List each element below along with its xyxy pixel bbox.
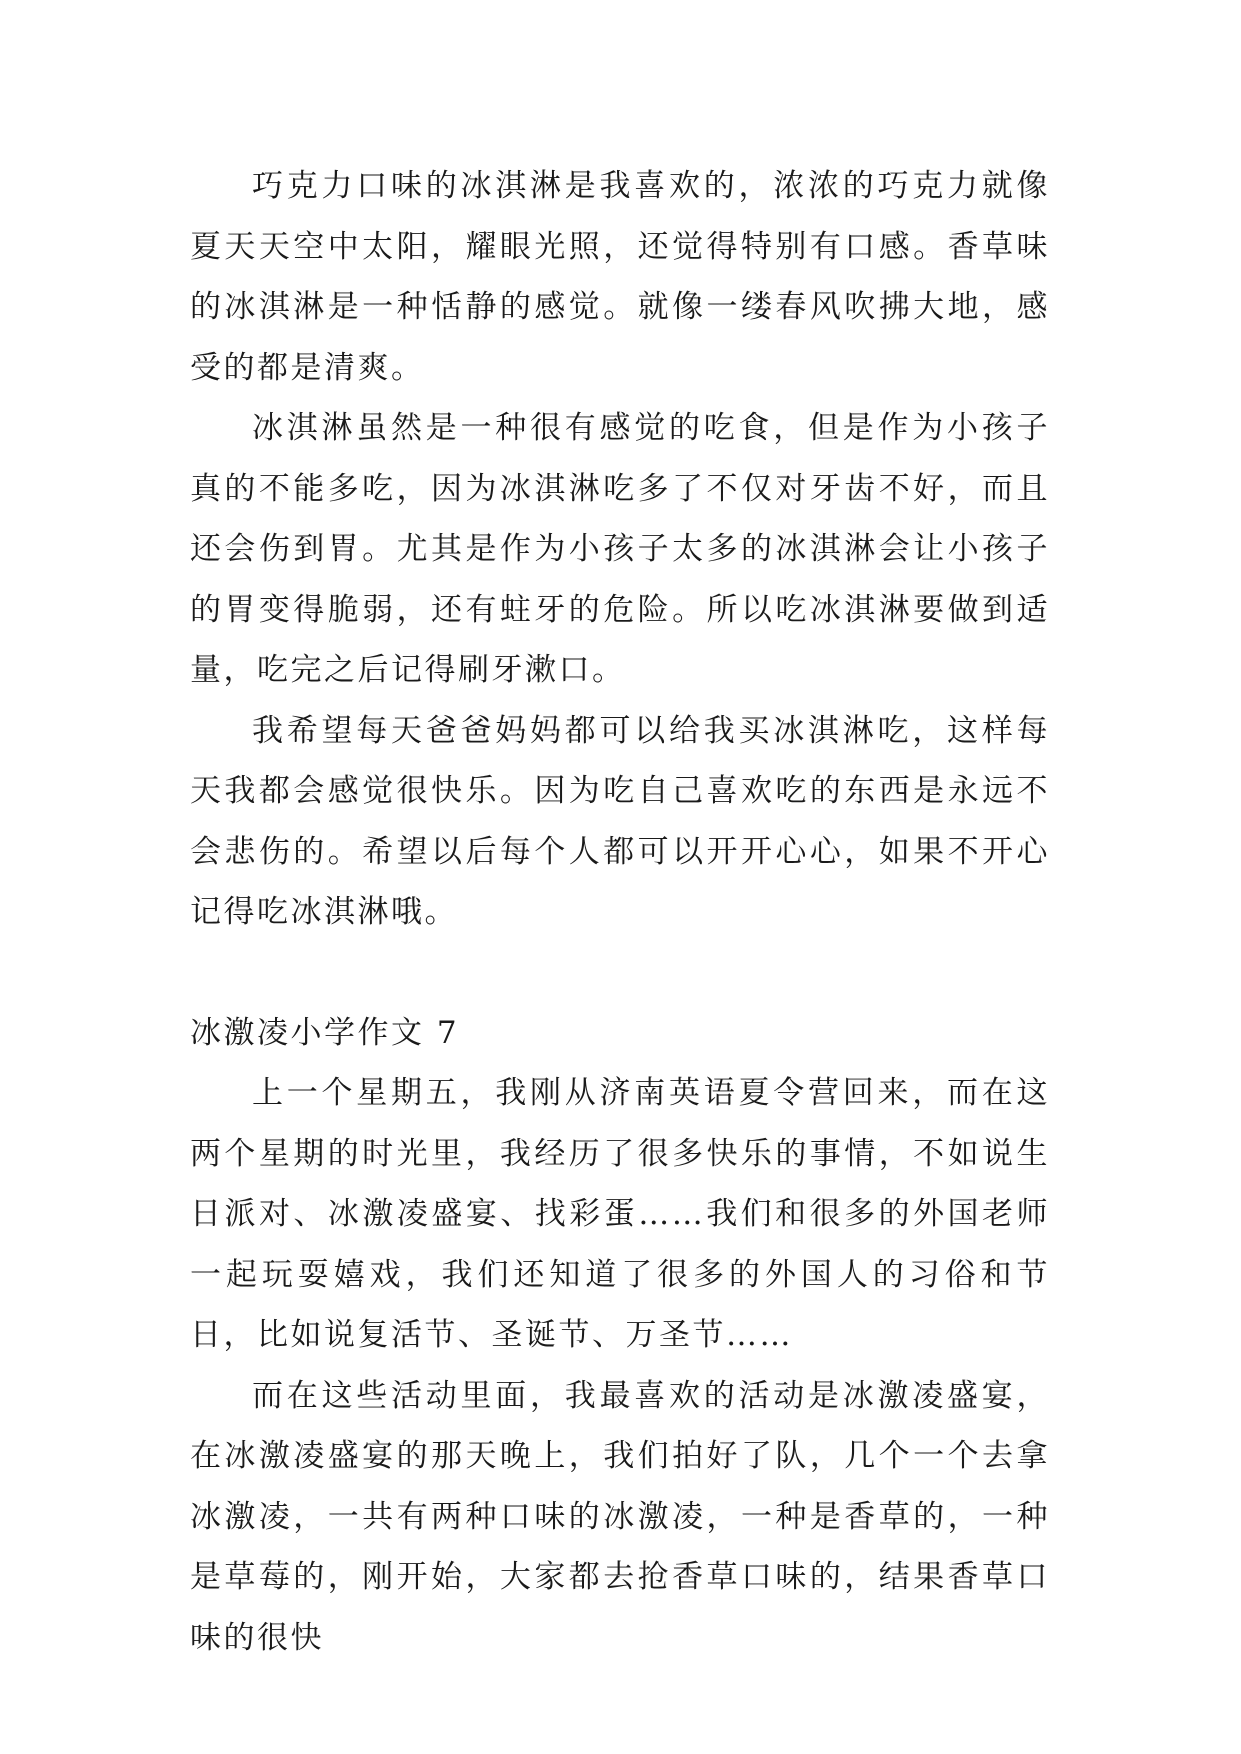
- paragraph-ice-cream-feast: 而在这些活动里面，我最喜欢的活动是冰激凌盛宴，在冰激凌盛宴的那天晚上，我们拍好了队，几个一个去拿冰激凌，一共有两种口味的冰激凌，一种是香草的，一种是草莓的，刚开始，大家都去抢香草口味的，结果香草口味的很快: [190, 1377, 1050, 1656]
- paragraph-wish: 我希望每天爸爸妈妈都可以给我买冰淇淋吃，这样每天我都会感觉很快乐。因为吃自己喜欢吃的东西是永远不会悲伤的。希望以后每个人都可以开开心心，如果不开心记得吃冰淇淋哦。: [190, 712, 1050, 930]
- document-body: [190, 156, 1050, 1668]
- paragraph-summer-camp: 上一个星期五，我刚从济南英语夏令营回来，而在这两个星期的时光里，我经历了很多快乐的事情，不如说生日派对、冰激凌盛宴、找彩蛋……我们和很多的外国老师一起玩耍嬉戏，我们还知道了很多的外国人的习俗和节日，比如说复活节、圣诞节、万圣节……: [190, 1075, 1050, 1353]
- paragraph-eat-moderately: 冰淇淋虽然是一种很有感觉的吃食，但是作为小孩子真的不能多吃，因为冰淇淋吃多了不仅对牙齿不好，而且还会伤到胃。尤其是作为小孩子太多的冰淇淋会让小孩子的胃变得脆弱，还有蛀牙的危险。所以吃冰淇淋要做到适量，吃完之后记得刷牙漱口。: [190, 410, 1050, 688]
- section-heading: 冰激凌小学作文 7: [190, 1014, 460, 1051]
- paragraph-chocolate-vanilla: 巧克力口味的冰淇淋是我喜欢的，浓浓的巧克力就像夏天天空中太阳，耀眼光照，还觉得特别有口感。香草味的冰淇淋是一种恬静的感觉。就像一缕春风吹拂大地，感受的都是清爽。: [190, 168, 1050, 386]
